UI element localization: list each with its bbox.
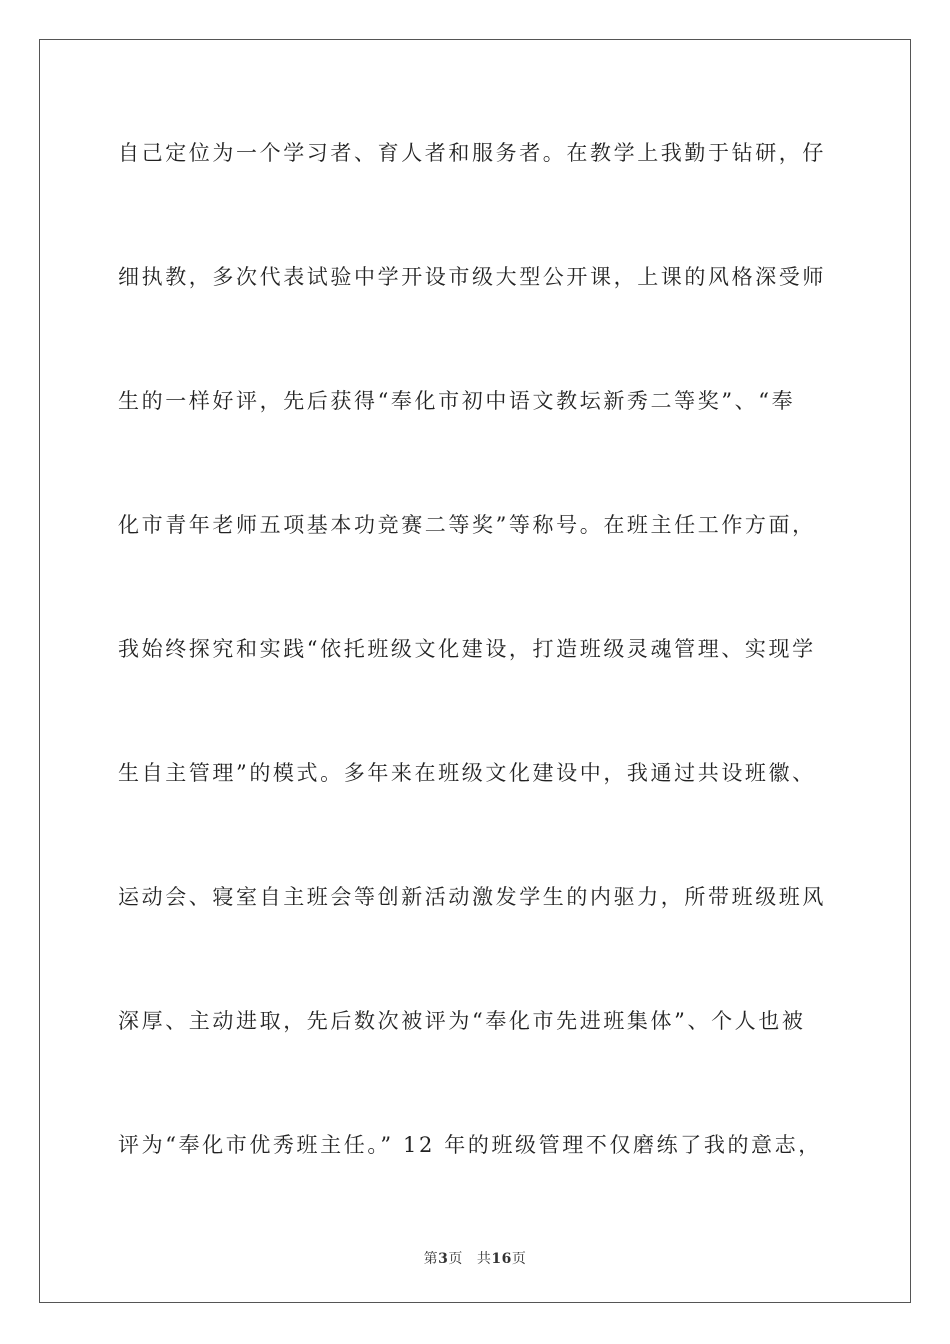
text-line: 运动会、寝室自主班会等创新活动激发学生的内驱力，所带班级班风: [118, 885, 826, 909]
text-line: 生自主管理”的模式。多年来在班级文化建设中，我通过共设班徽、: [118, 761, 816, 785]
text-line: 细执教，多次代表试验中学开设市级大型公开课，上课的风格深受师: [118, 265, 826, 289]
page-current: 3: [438, 1251, 449, 1267]
page-prefix: 第: [423, 1251, 439, 1267]
total-prefix: 共: [476, 1251, 492, 1267]
text-line: 自己定位为一个学习者、育人者和服务者。在教学上我勤于钻研，仔: [118, 141, 826, 165]
text-line: 评为“奉化市优秀班主任。” 12 年的班级管理不仅磨练了我的意志，: [118, 1133, 822, 1157]
text-line: 化市青年老师五项基本功竞赛二等奖”等称号。在班主任工作方面，: [118, 513, 816, 537]
text-line: 深厚、主动进取，先后数次被评为“奉化市先进班集体”、个人也被: [118, 1009, 806, 1033]
page-total: 16: [491, 1251, 512, 1267]
page-unit: 页: [448, 1251, 463, 1267]
text-line: 我始终探究和实践“依托班级文化建设，打造班级灵魂管理、实现学: [118, 637, 816, 661]
text-line: 生的一样好评，先后获得“奉化市初中语文教坛新秀二等奖”、“奉: [118, 389, 796, 413]
page-number-footer: [0, 1248, 950, 1268]
total-unit: 页: [511, 1251, 527, 1267]
document-body: [118, 122, 838, 1238]
